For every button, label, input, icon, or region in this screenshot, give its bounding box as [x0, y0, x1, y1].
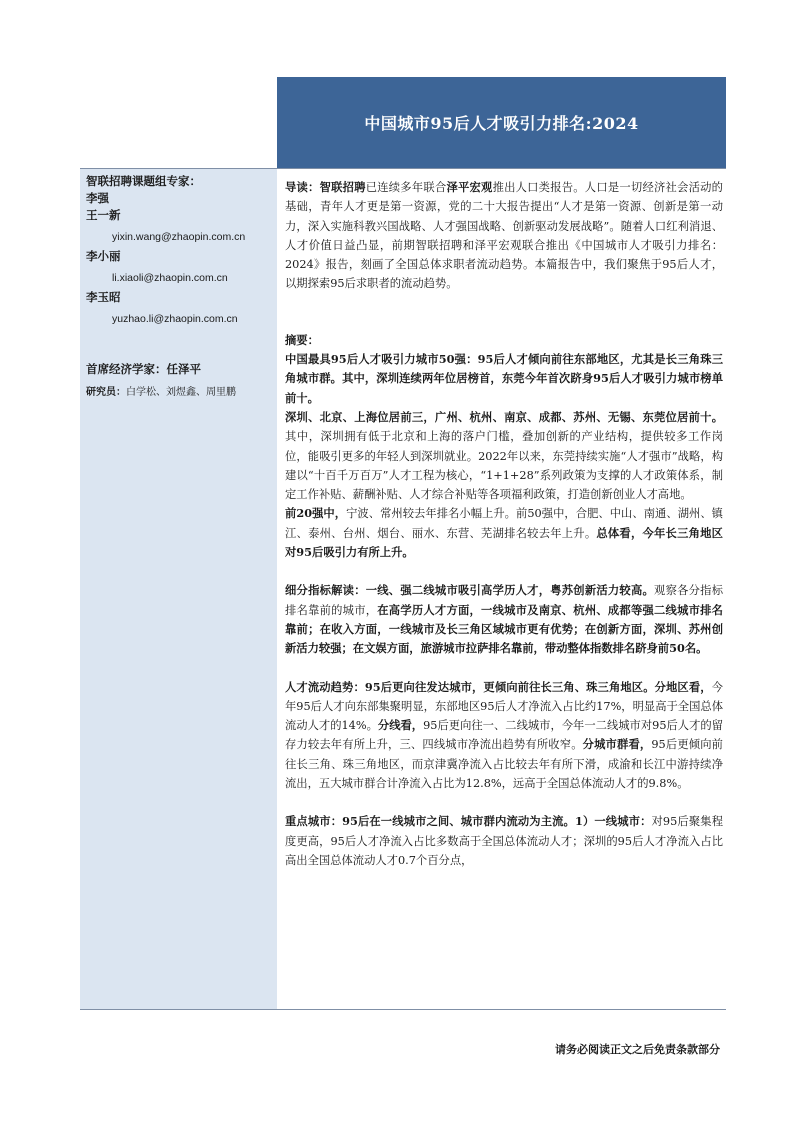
flow-bold: 人才流动趋势：95后更向往发达城市，更倾向前往长三角、珠三角地区。	[285, 679, 655, 694]
indicators-paragraph	[285, 581, 723, 658]
disclaimer-note: 请务必阅读正文之后免责条款部分	[555, 1043, 720, 1056]
main-content	[285, 178, 723, 870]
flow-text: 今年95后人才向东部集聚明显，东部地区95后人才净流入占比约17%，明显高于全国总体流动人才的14%。	[285, 680, 723, 733]
researchers-names: 白学松、刘煜鑫、周里鹏	[126, 387, 236, 398]
intro-label: 导读：	[285, 180, 320, 194]
summary-paragraph-1: 中国最具95后人才吸引力城市50强：95后人才倾向前往东部地区，尤其是长三角珠三角城市群。其中，深圳连续两年位居榜首，东莞今年首次跻身95后人才吸引力城市榜单前十。	[285, 352, 723, 405]
summary-label: 摘要：	[285, 332, 319, 347]
summary-text: 其中，深圳拥有低于北京和上海的落户门槛，叠加创新的产业结构，提供较多工作岗位，能吸引更多的年轻人到深圳就业。2022年以来，东莞持续实施“人才强市”战略，构建以“十百千万百万”人才工程为核心，“1+1+28”系列政策为支撑的人才政策体系，制定工作补贴、薪酬补贴、人才综合补贴等各项福利政策，打造创新创业人才高地。	[285, 430, 723, 502]
intro-paragraph	[285, 178, 723, 294]
intro-text: 推出人口类报告。人口是一切经济社会活动的基础，青年人才更是第一资源，党的二十大报告提出“人才是第一资源、创新是第一动力，深入实施科教兴国战略、人才强国战略、创新驱动发展战略”。随着人口红利消退、人才价值日益凸显，前期智联招聘和泽平宏观联合推出《中国城市人才吸引力排名：2024》报告，刻画了全国总体求职者流动趋势。本篇报告中，我们聚焦于95后人才，以期探索95后求职者的流动趋势。	[285, 181, 723, 291]
summary-bold: 总体看，今年长三角地区对95后吸引力有所上升。	[285, 525, 723, 560]
key-cities-paragraph	[285, 812, 723, 870]
title-banner	[277, 77, 726, 168]
summary-bold: 前20强中，	[285, 506, 347, 521]
divider-bottom	[80, 1009, 726, 1010]
indicators-bold: 在高学历人才方面，一线城市及南京、杭州、成都等强二线城市排名靠前；在收入方面，一线城市及长三角区域城市更有优势；在创新方面，深圳、苏州创新活力较强；在文娱方面，旅游城市拉萨排名靠前，带动整体指数排名跻身前50名。	[285, 602, 723, 656]
page-title: 中国城市95后人才吸引力排名:2024	[364, 114, 639, 133]
member-name: 李玉昭	[86, 290, 121, 304]
flow-bold: 分线看，	[377, 718, 424, 733]
summary-paragraph-2	[285, 408, 723, 504]
intro-bold: 泽平宏观	[446, 180, 493, 194]
flow-paragraph	[285, 678, 723, 794]
summary-bold: 深圳、北京、上海位居前三，广州、杭州、南京、成都、苏州、无锡、东莞位居前十。	[285, 409, 723, 424]
researchers-label: 研究员：	[86, 387, 126, 398]
intro-text: 已连续多年联合	[365, 181, 447, 194]
team-heading: 智联招聘课题组专家：	[86, 174, 201, 188]
key-cities-text: 对95后聚集程度更高，95后人才净流入占比多数高于全国总体流动人才；深圳的95后人才净流入占比高出全国总体流动人才0.7个百分点，	[285, 815, 723, 867]
researchers	[86, 385, 271, 401]
intro-bold: 智联招聘	[319, 180, 366, 194]
flow-bold: 分城市群看，	[582, 737, 652, 752]
member-email[interactable]: yixin.wang@zhaopin.com.cn	[112, 231, 246, 243]
member-name: 李强	[86, 191, 109, 205]
chief-economist: 首席经济学家：任泽平	[86, 362, 201, 376]
indicators-text: 观察各分指标排名靠前的城市，	[285, 584, 723, 617]
flow-bold: 分地区看，	[654, 679, 712, 694]
flow-text: 95后更倾向前往长三角、珠三角地区，而京津冀净流入占比较去年有所下滑，成渝和长江中游持续净流出，五大城市群合计净流入占比为12.8%，远高于全国总体流动人才的9.8%。	[285, 738, 723, 791]
summary-text: 宁波、常州较去年排名小幅上升。前50强中，合肥、中山、南通、湖州、镇江、泰州、台州、烟台、丽水、东营、芜湖排名较去年上升。	[285, 507, 723, 540]
member-name: 王一新	[86, 208, 121, 222]
member-email[interactable]: yuzhao.li@zhaopin.com.cn	[112, 313, 238, 325]
author-sidebar	[80, 169, 277, 1009]
indicators-bold: 细分指标解读：一线、强二线城市吸引高学历人才，粤苏创新活力较高。	[285, 583, 655, 598]
member-email[interactable]: li.xiaoli@zhaopin.com.cn	[112, 272, 228, 284]
member-name: 李小丽	[86, 249, 121, 263]
key-cities-bold: 重点城市：95后在一线城市之间、城市群内流动为主流。1）一线城市：	[285, 814, 652, 829]
flow-text: 95后更向往一、二线城市，今年一二线城市对95后人才的留存力较去年有所上升，三、四线城市净流出趋势有所收窄。	[285, 719, 723, 752]
summary-paragraph-3	[285, 504, 723, 562]
